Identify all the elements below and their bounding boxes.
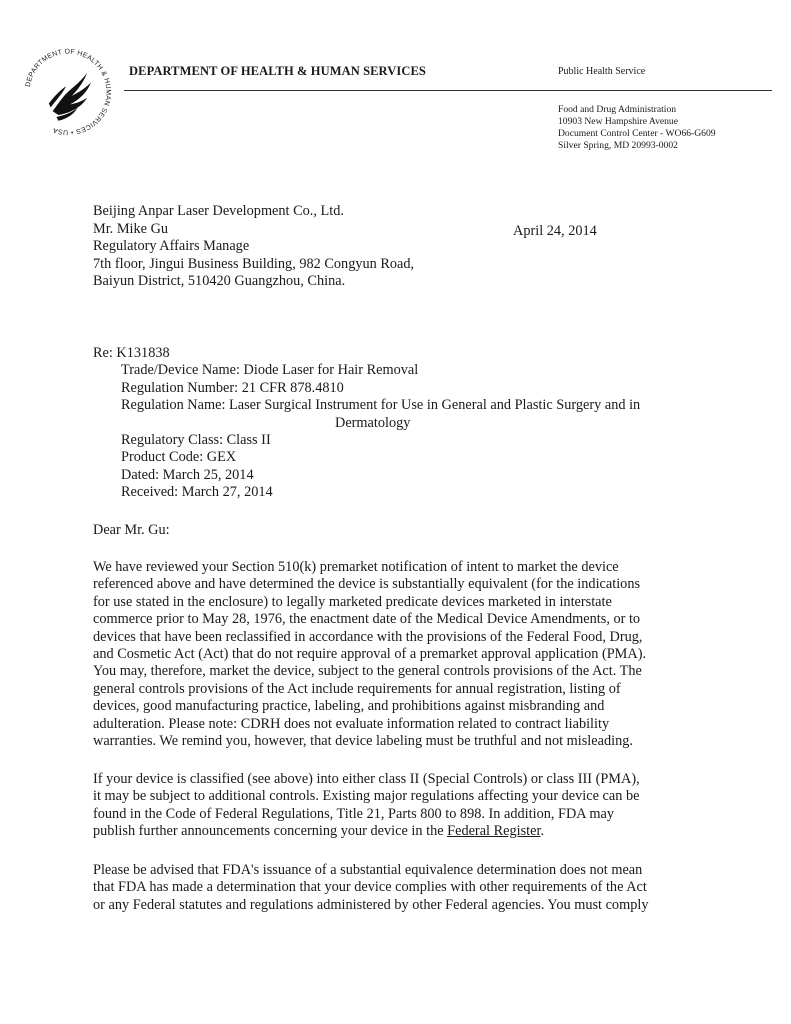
recipient-title: Regulatory Affairs Manage <box>93 238 250 255</box>
department-heading: DEPARTMENT OF HEALTH & HUMAN SERVICES <box>129 64 426 78</box>
fda-address-block <box>558 104 716 152</box>
body-paragraph-3 <box>93 862 713 914</box>
paragraph-line: it may be subject to additional controls. Existing major regulations affecting your device can be <box>93 788 640 805</box>
paragraph-line: that FDA has made a determination that your device complies with other requirements of the Act <box>93 879 647 896</box>
salutation: Dear Mr. Gu: <box>93 522 170 538</box>
recipient-address-block <box>93 203 414 291</box>
paragraph-line: referenced above and have determined the device is substantially equivalent (for the indications <box>93 576 641 593</box>
paragraph-line: devices, good manufacturing practice, labeling, and prohibitions against misbranding and <box>93 698 605 715</box>
hhs-seal-logo <box>20 44 116 140</box>
paragraph-line: found in the Code of Federal Regulations, Title 21, Parts 800 to 898. In addition, FDA may <box>93 805 615 822</box>
recipient-city: Baiyun District, 510420 Guangzhou, China. <box>93 273 346 290</box>
public-health-service-label: Public Health Service <box>558 66 646 77</box>
fda-address-line: Silver Spring, MD 20993-0002 <box>558 140 678 151</box>
regulatory-class: Regulatory Class: Class II <box>121 432 271 449</box>
paragraph-text: publish further announcements concerning your device in the <box>93 823 448 840</box>
fda-address-line: Document Control Center - WO66-G609 <box>558 128 716 139</box>
svg-text:DEPARTMENT OF HEALTH & HUMAN S: DEPARTMENT OF HEALTH & HUMAN SERVICES • USA <box>24 48 112 136</box>
paragraph-line: If your device is classified (see above) into either class II (Special Controls) or class III (PMA), <box>93 771 640 787</box>
recipient-name: Mr. Mike Gu <box>93 220 169 237</box>
reference-block <box>93 345 733 502</box>
paragraph-line: general controls provisions of the Act include requirements for annual registration, listing of <box>93 680 621 697</box>
paragraph-line: Please be advised that FDA's issuance of a substantial equivalence determination does not mean <box>93 862 643 878</box>
fda-address-line: 10903 New Hampshire Avenue <box>558 116 678 127</box>
paragraph-line: for use stated in the enclosure) to legally marketed predicate devices marketed in interstate <box>93 593 612 610</box>
regulation-name: Regulation Name: Laser Surgical Instrument for Use in General and Plastic Surgery and in <box>121 397 641 414</box>
paragraph-text: . <box>540 823 545 840</box>
federal-register-link[interactable]: Federal Register <box>447 823 541 840</box>
regulation-number: Regulation Number: 21 CFR 878.4810 <box>121 379 344 396</box>
regulation-name-continued: Dermatology <box>335 414 411 431</box>
paragraph-line: warranties. We remind you, however, that device labeling must be truthful and not misleading. <box>93 733 633 750</box>
paragraph-line: adulteration. Please note: CDRH does not evaluate information related to contract liability <box>93 715 610 732</box>
trade-device-name: Trade/Device Name: Diode Laser for Hair Removal <box>121 362 419 379</box>
recipient-street: 7th floor, Jingui Business Building, 982 Congyun Road, <box>93 255 415 272</box>
paragraph-line: and Cosmetic Act (Act) that do not require approval of a premarket approval application (PMA). <box>93 646 647 663</box>
recipient-company: Beijing Anpar Laser Development Co., Ltd. <box>93 203 344 219</box>
paragraph-line: You may, therefore, market the device, subject to the general controls provisions of the Act. The <box>93 663 642 680</box>
paragraph-line: We have reviewed your Section 510(k) premarket notification of intent to market the device <box>93 559 619 575</box>
letter-date: April 24, 2014 <box>513 223 597 239</box>
reference-number: Re: K131838 <box>93 345 170 361</box>
paragraph-line: commerce prior to May 28, 1976, the enactment date of the Medical Device Amendments, or to <box>93 611 641 628</box>
product-code: Product Code: GEX <box>121 449 237 466</box>
paragraph-line: or any Federal statutes and regulations administered by other Federal agencies. You must comply <box>93 896 649 913</box>
body-paragraph-1 <box>93 559 713 750</box>
paragraph-line: devices that have been reclassified in accordance with the provisions of the Federal Food, Drug, <box>93 628 643 645</box>
received: Received: March 27, 2014 <box>121 484 273 501</box>
body-paragraph-2 <box>93 771 713 841</box>
paragraph-line <box>93 823 713 840</box>
dated: Dated: March 25, 2014 <box>121 466 254 483</box>
header-rule <box>124 90 772 91</box>
fda-address-line: Food and Drug Administration <box>558 104 677 115</box>
